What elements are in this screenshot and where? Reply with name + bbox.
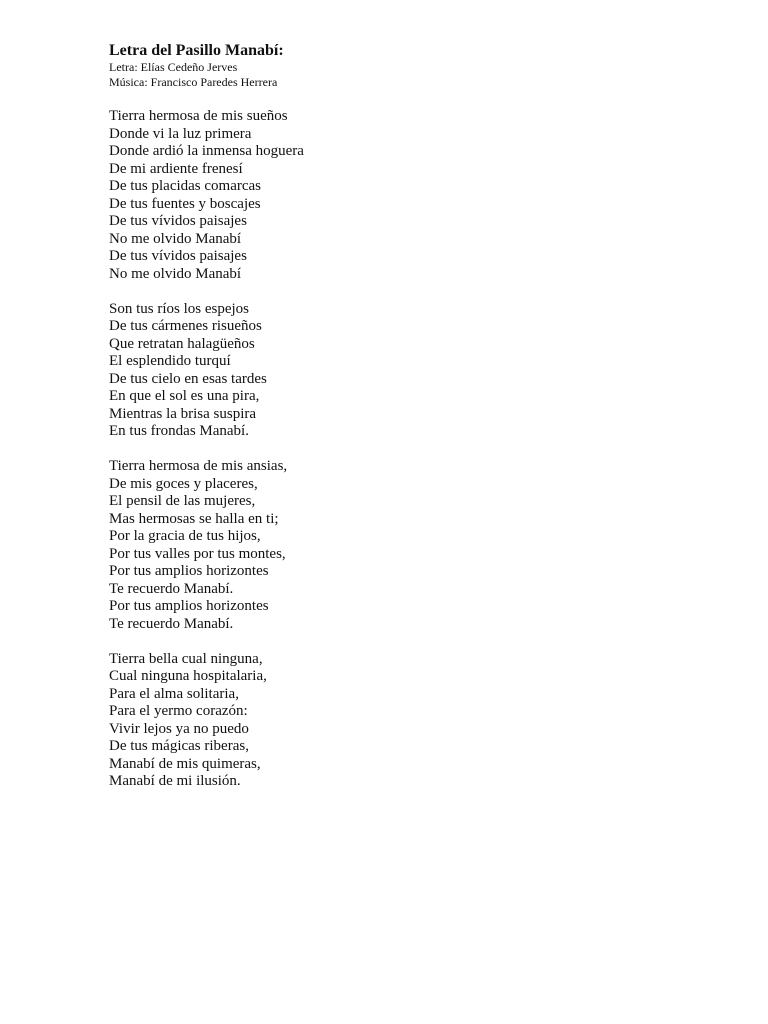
- lyric-line: Para el yermo corazón:: [109, 703, 248, 719]
- lyric-line: Tierra hermosa de mis sueños: [109, 108, 288, 124]
- lyric-line: En que el sol es una pira,: [109, 388, 260, 404]
- lyric-line: Mientras la brisa suspira: [109, 405, 257, 422]
- lyric-line: No me olvido Manabí: [109, 230, 242, 247]
- lyric-line: Donde ardió la inmensa hoguera: [109, 143, 304, 159]
- lyric-line: De tus vívidos paisajes: [109, 213, 247, 229]
- lyric-line: Mas hermosas se halla en ti;: [109, 510, 279, 527]
- lyric-line: Tierra bella cual ninguna,: [109, 650, 263, 667]
- stanza-4: [109, 651, 709, 791]
- lyric-line: Por tus amplios horizontes: [109, 598, 269, 614]
- lyric-line: Por tus amplios horizontes: [109, 563, 269, 579]
- lyric-line: Te recuerdo Manabí.: [109, 615, 234, 632]
- lyric-line: Donde vi la luz primera: [109, 125, 252, 142]
- lyric-line: Cual ninguna hospitalaria,: [109, 668, 267, 684]
- lyric-line: De tus vívidos paisajes: [109, 248, 247, 264]
- lyrics-credit: Letra: Elías Cedeño Jerves: [109, 60, 238, 74]
- lyric-line: De tus cielo en esas tardes: [109, 370, 267, 387]
- lyric-line: Que retratan halagüeños: [109, 335, 255, 352]
- lyric-line: No me olvido Manabí: [109, 265, 242, 282]
- lyric-line: De tus fuentes y boscajes: [109, 195, 261, 212]
- stanza-1: [109, 108, 709, 283]
- lyric-line: De mi ardiente frenesí: [109, 160, 243, 177]
- stanza-3: [109, 458, 709, 633]
- lyric-line: Manabí de mis quimeras,: [109, 755, 261, 772]
- lyric-line: Manabí de mi ilusión.: [109, 773, 241, 789]
- stanza-2: [109, 301, 709, 441]
- music-credit: Música: Francisco Paredes Herrera: [109, 75, 278, 89]
- lyric-line: Son tus ríos los espejos: [109, 300, 250, 317]
- document-title: Letra del Pasillo Manabí:: [109, 42, 284, 59]
- lyric-line: El pensil de las mujeres,: [109, 493, 256, 509]
- lyric-line: Por tus valles por tus montes,: [109, 545, 286, 562]
- lyric-line: De tus mágicas riberas,: [109, 738, 249, 754]
- lyric-line: De tus cármenes risueños: [109, 318, 262, 334]
- lyric-line: Te recuerdo Manabí.: [109, 580, 234, 597]
- lyric-line: En tus frondas Manabí.: [109, 423, 249, 439]
- lyric-line: Para el alma solitaria,: [109, 685, 239, 702]
- lyric-line: De mis goces y placeres,: [109, 475, 258, 492]
- lyric-line: Por la gracia de tus hijos,: [109, 528, 261, 544]
- lyrics-body: [109, 108, 709, 791]
- lyric-line: Vivir lejos ya no puedo: [109, 720, 249, 737]
- document-page: [109, 41, 709, 808]
- lyric-line: Tierra hermosa de mis ansias,: [109, 458, 288, 474]
- lyric-line: El esplendido turquí: [109, 353, 231, 369]
- lyric-line: De tus placidas comarcas: [109, 178, 262, 194]
